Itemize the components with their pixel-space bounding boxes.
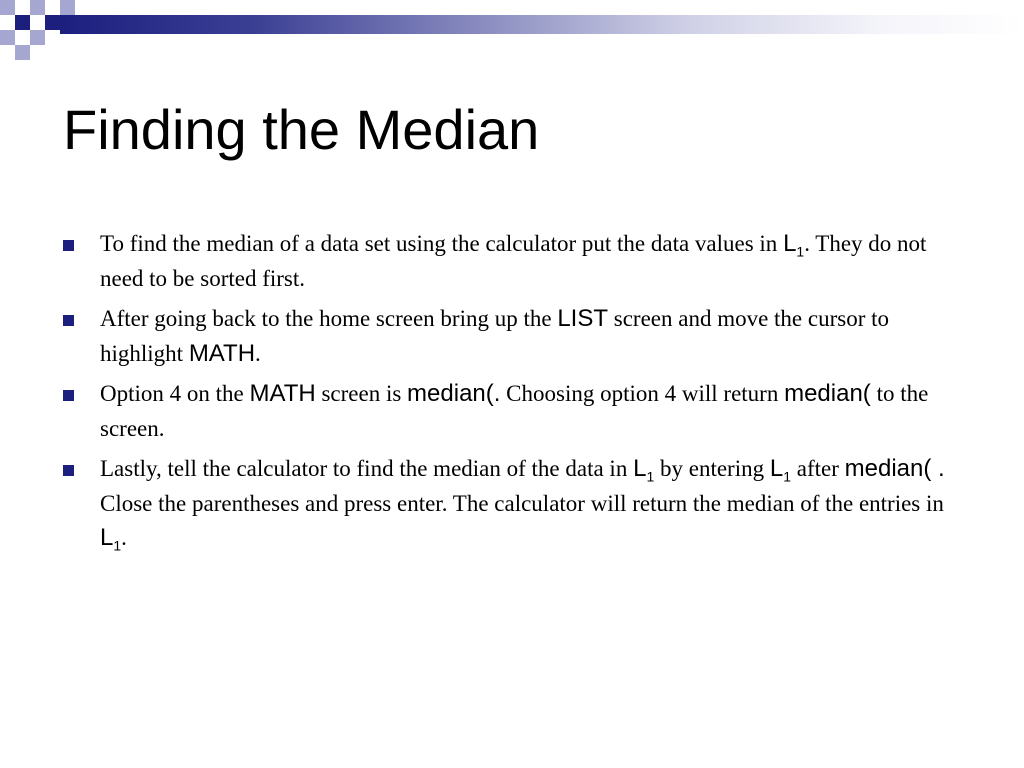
square-bullet-icon <box>63 465 74 476</box>
deco-square <box>0 30 15 45</box>
bullet-item: After going back to the home screen bring up the LIST screen and move the cursor to highlight MATH. <box>62 302 972 371</box>
deco-square <box>45 15 60 30</box>
square-bullet-icon <box>63 315 74 326</box>
square-bullet-icon <box>63 390 74 401</box>
square-bullet-icon <box>63 240 74 251</box>
deco-square <box>30 0 45 15</box>
deco-square <box>60 0 75 15</box>
bullet-item: Option 4 on the MATH screen is median(. Choosing option 4 will return median( to the screen. <box>62 377 972 446</box>
slide-title: Finding the Median <box>63 98 540 161</box>
bullet-item: To find the median of a data set using the calculator put the data values in $L_1$. They do not need to be sorted first. <box>62 227 972 296</box>
bullet-item: Lastly, tell the calculator to find the median of the data in $L_1$ by entering $L_1$ after median( . Close the parentheses and press enter. The calculator will return the median of the entries in $L_1$. <box>62 452 972 556</box>
gradient-bar <box>60 15 1024 34</box>
deco-square <box>30 30 45 45</box>
bullet-list <box>62 227 972 562</box>
title-decoration <box>0 0 1024 64</box>
deco-square <box>15 45 30 60</box>
deco-square <box>0 0 15 15</box>
deco-square <box>15 15 30 30</box>
